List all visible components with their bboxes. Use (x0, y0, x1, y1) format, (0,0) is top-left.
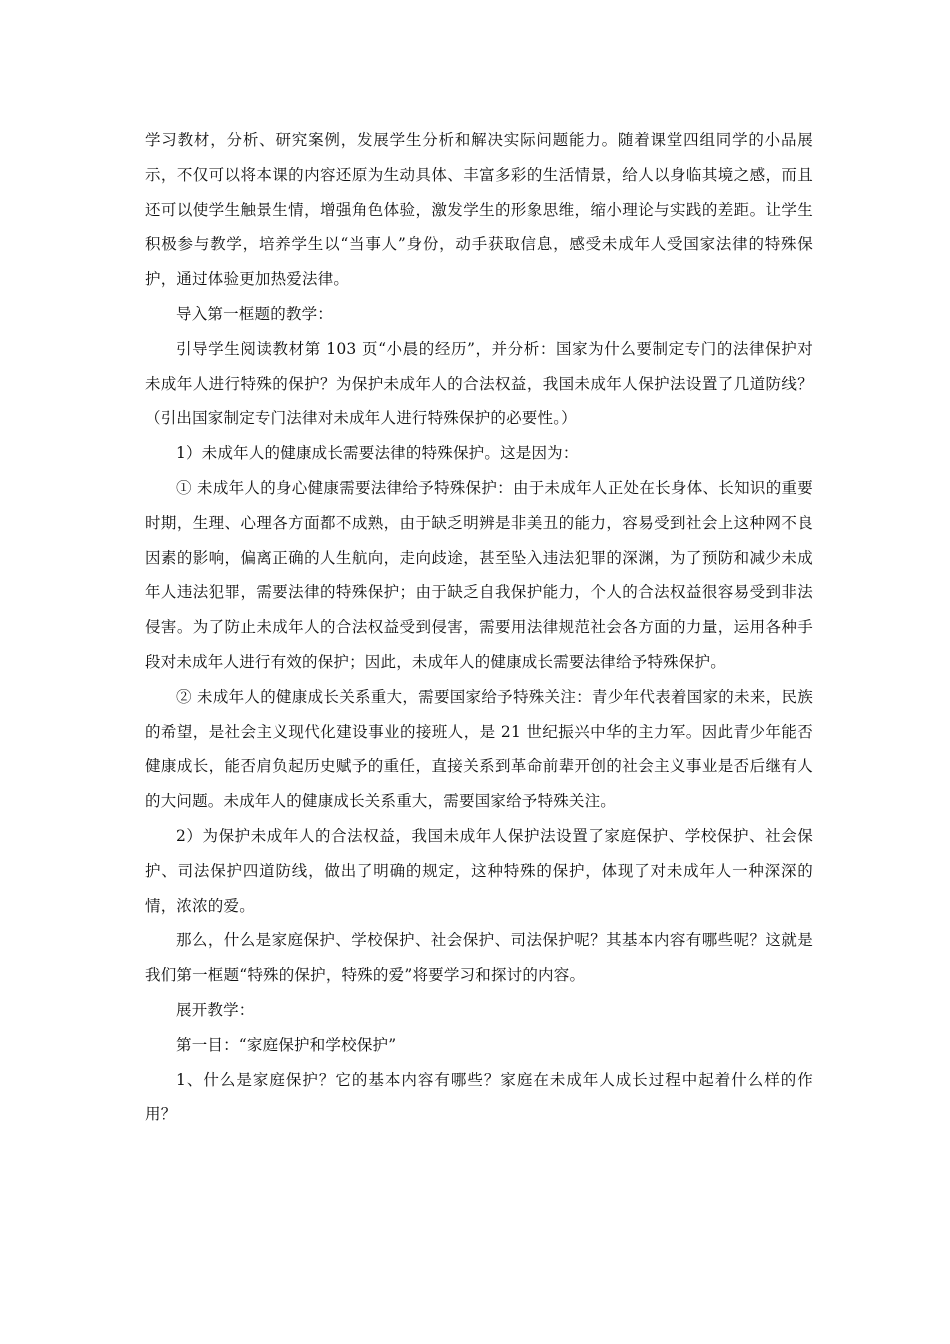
paragraph-lead-in-heading: 导入第一框题的教学： (176, 304, 334, 323)
paragraph-teaching-heading: 展开教学： (176, 1000, 255, 1019)
document-body (145, 123, 813, 1132)
paragraph-reading-guide: 引导学生阅读教材第 103 页“小晨的经历”，并分析：国家为什么要制定专门的法律保护对未成年人进行特殊的保护？为保护未成年人的合法权益，我国未成年人保护法设置了几道防线？（引出国家制定专门法律对未成年人进行特殊保护的必要性。） (145, 339, 813, 428)
paragraph-point-1: 1）未成年人的健康成长需要法律的特殊保护。这是因为： (176, 444, 579, 463)
paragraph-section-one-heading: 第一目：“家庭保护和学校保护” (176, 1035, 397, 1054)
paragraph-intro-continued: 学习教材，分析、研究案例，发展学生分析和解决实际问题能力。随着课堂四组同学的小品展示，不仅可以将本课的内容还原为生动具体、丰富多彩的生活情景，给人以身临其境之感，而且还可以使学生触景生情，增强角色体验，激发学生的形象思维，缩小理论与实践的差距。让学生积极参与教学，培养学生以“当事人”身份，动手获取信息，感受未成年人受国家法律的特殊保护，通过体验更加热爱法律。 (145, 131, 813, 289)
paragraph-question-1: 1、什么是家庭保护？它的基本内容有哪些？家庭在未成年人成长过程中起着什么样的作用？ (145, 1070, 813, 1124)
paragraph-point-1-b: ② 未成年人的健康成长关系重大，需要国家给予特殊关注：青少年代表着国家的未来，民族的希望，是社会主义现代化建设事业的接班人，是 21 世纪振兴中华的主力军。因此青少年能否健康成长，能否肩负起历史赋予的重任，直接关系到革命前辈开创的社会主义事业是否后继有人的大问题。未成年人的健康成长关系重大，需要国家给予特殊关注。 (145, 687, 813, 811)
paragraph-point-1-a: ① 未成年人的身心健康需要法律给予特殊保护：由于未成年人正处在长身体、长知识的重要时期，生理、心理各方面都不成熟，由于缺乏明辨是非美丑的能力，容易受到社会上这种网不良因素的影响，偏离正确的人生航向，走向歧途，甚至坠入违法犯罪的深渊，为了预防和减少未成年人违法犯罪，需要法律的特殊保护；由于缺乏自我保护能力，个人的合法权益很容易受到非法侵害。为了防止未成年人的合法权益受到侵害，需要用法律规范社会各方面的力量，运用各种手段对未成年人进行有效的保护；因此，未成年人的健康成长需要法律给予特殊保护。 (145, 478, 813, 671)
paragraph-transition: 那么，什么是家庭保护、学校保护、社会保护、司法保护呢？其基本内容有哪些呢？这就是我们第一框题“特殊的保护，特殊的爱”将要学习和探讨的内容。 (145, 931, 813, 985)
paragraph-point-2: 2）为保护未成年人的合法权益，我国未成年人保护法设置了家庭保护、学校保护、社会保护、司法保护四道防线，做出了明确的规定，这种特殊的保护，体现了对未成年人一种深深的情，浓浓的爱。 (145, 826, 813, 915)
